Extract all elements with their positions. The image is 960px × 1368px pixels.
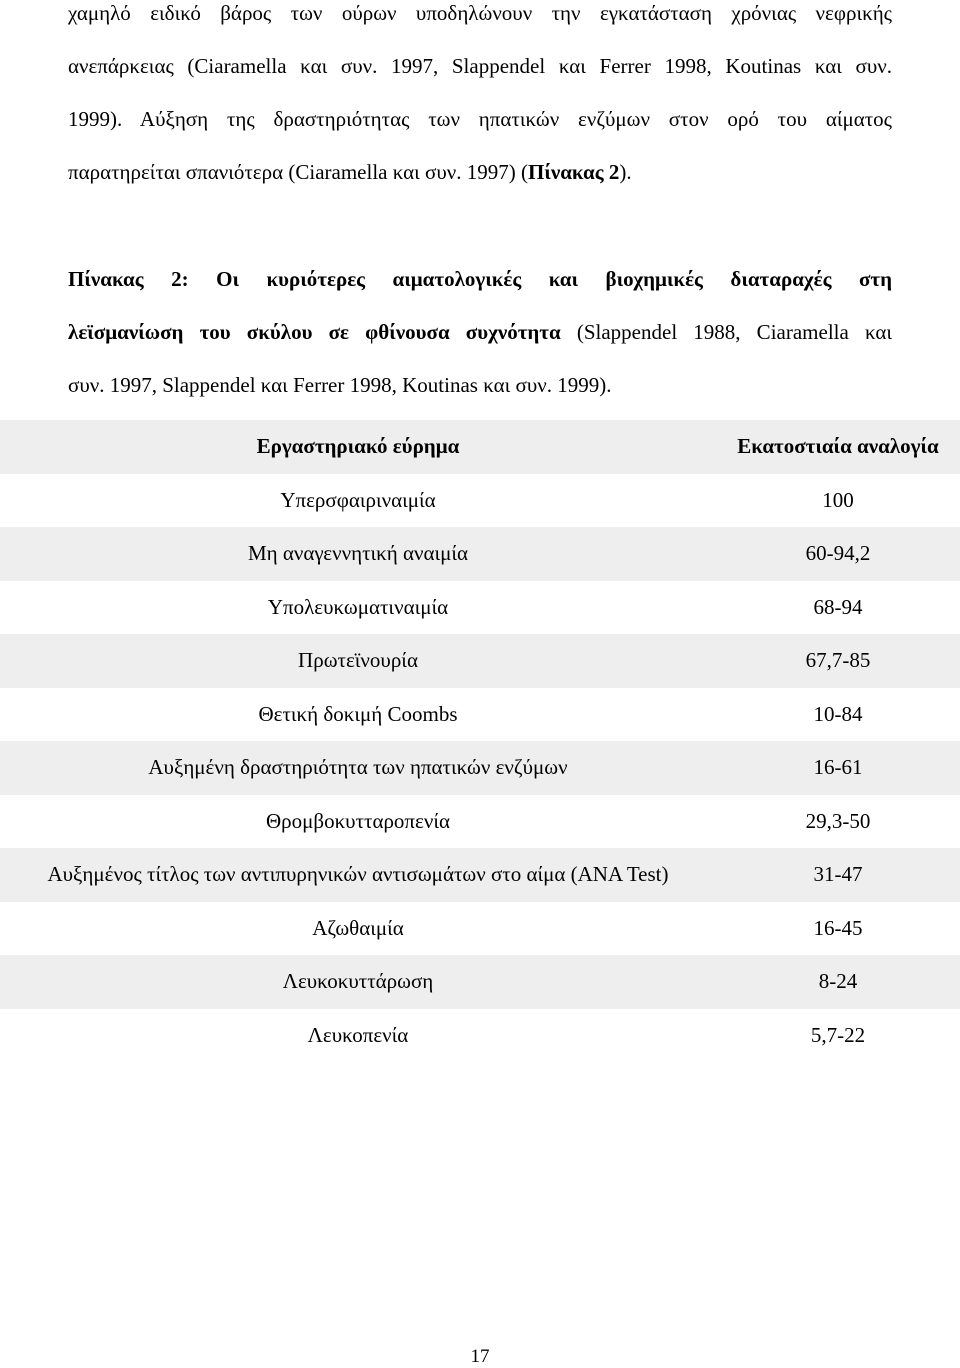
finding-cell: Αυξημένη δραστηριότητα των ηπατικών ενζύμων xyxy=(0,741,716,795)
intro-line: ανεπάρκειας (Ciaramella και συν. 1997, Slappendel και Ferrer 1998, Koutinas και συν. xyxy=(68,54,892,78)
table-row xyxy=(0,795,960,849)
header-percent: Εκατοστιαία αναλογία xyxy=(716,420,960,474)
percent-cell: 60-94,2 xyxy=(716,527,960,581)
intro-line: 1999). Αύξηση της δραστηριότητας των ηπατικών ενζύμων στον ορό του αίματος xyxy=(68,107,892,131)
finding-cell: Λευκοκυττάρωση xyxy=(0,955,716,1009)
table-reference: Πίνακας 2 xyxy=(527,160,620,184)
table-row xyxy=(0,634,960,688)
percent-cell: 100 xyxy=(716,474,960,528)
page-number: 17 xyxy=(470,1346,490,1367)
finding-cell: Θρομβοκυτταροπενία xyxy=(0,795,716,849)
percent-cell: 31-47 xyxy=(716,848,960,902)
caption-line xyxy=(68,319,892,372)
intro-paragraph xyxy=(68,0,892,212)
intro-line: χαμηλό ειδικό βάρος των ούρων υποδηλώνουν την εγκατάσταση χρόνιας νεφρικής xyxy=(68,1,892,25)
table-row xyxy=(0,474,960,528)
table-row xyxy=(0,902,960,956)
table-row xyxy=(0,848,960,902)
finding-cell: Αυξημένος τίτλος των αντιπυρηνικών αντισωμάτων στο αίμα (ANA Test) xyxy=(0,848,716,902)
caption-line: συν. 1997, Slappendel και Ferrer 1998, Koutinas και συν. 1999). xyxy=(68,373,612,397)
finding-cell: Θετική δοκιμή Coombs xyxy=(0,688,716,742)
lab-findings-table xyxy=(0,420,960,1062)
intro-text: παρατηρείται σπανιότερα (Ciaramella και συν. 1997) ( xyxy=(68,160,528,184)
percent-cell: 5,7-22 xyxy=(716,1009,960,1063)
finding-cell: Υπερσφαιριναιμία xyxy=(0,474,716,528)
header-finding: Εργαστηριακό εύρημα xyxy=(0,420,716,474)
caption-title: Πίνακας 2: Οι κυριότερες αιματολογικές και βιοχημικές διαταραχές στη xyxy=(68,267,892,291)
finding-cell: Αζωθαιμία xyxy=(0,902,716,956)
finding-cell: Υπολευκωματιναιμία xyxy=(0,581,716,635)
percent-cell: 10-84 xyxy=(716,688,960,742)
table-row xyxy=(0,527,960,581)
table-row xyxy=(0,955,960,1009)
finding-cell: Μη αναγεννητική αναιμία xyxy=(0,527,716,581)
percent-cell: 16-61 xyxy=(716,741,960,795)
percent-cell: 29,3-50 xyxy=(716,795,960,849)
intro-text-end: ). xyxy=(619,160,632,184)
percent-cell: 68-94 xyxy=(716,581,960,635)
caption-sources: (Slappendel 1988, Ciaramella και xyxy=(560,320,892,344)
table-caption xyxy=(68,266,892,425)
finding-cell: Πρωτεϊνουρία xyxy=(0,634,716,688)
intro-line xyxy=(68,159,892,212)
caption-title-cont: λεϊσμανίωση του σκύλου σε φθίνουσα συχνότητα xyxy=(68,320,561,344)
table-row xyxy=(0,688,960,742)
table-header-row xyxy=(0,420,960,474)
table-row xyxy=(0,581,960,635)
percent-cell: 16-45 xyxy=(716,902,960,956)
table-row xyxy=(0,1009,960,1063)
percent-cell: 8-24 xyxy=(716,955,960,1009)
caption-line xyxy=(68,266,892,319)
percent-cell: 67,7-85 xyxy=(716,634,960,688)
table-row xyxy=(0,741,960,795)
finding-cell: Λευκοπενία xyxy=(0,1009,716,1063)
